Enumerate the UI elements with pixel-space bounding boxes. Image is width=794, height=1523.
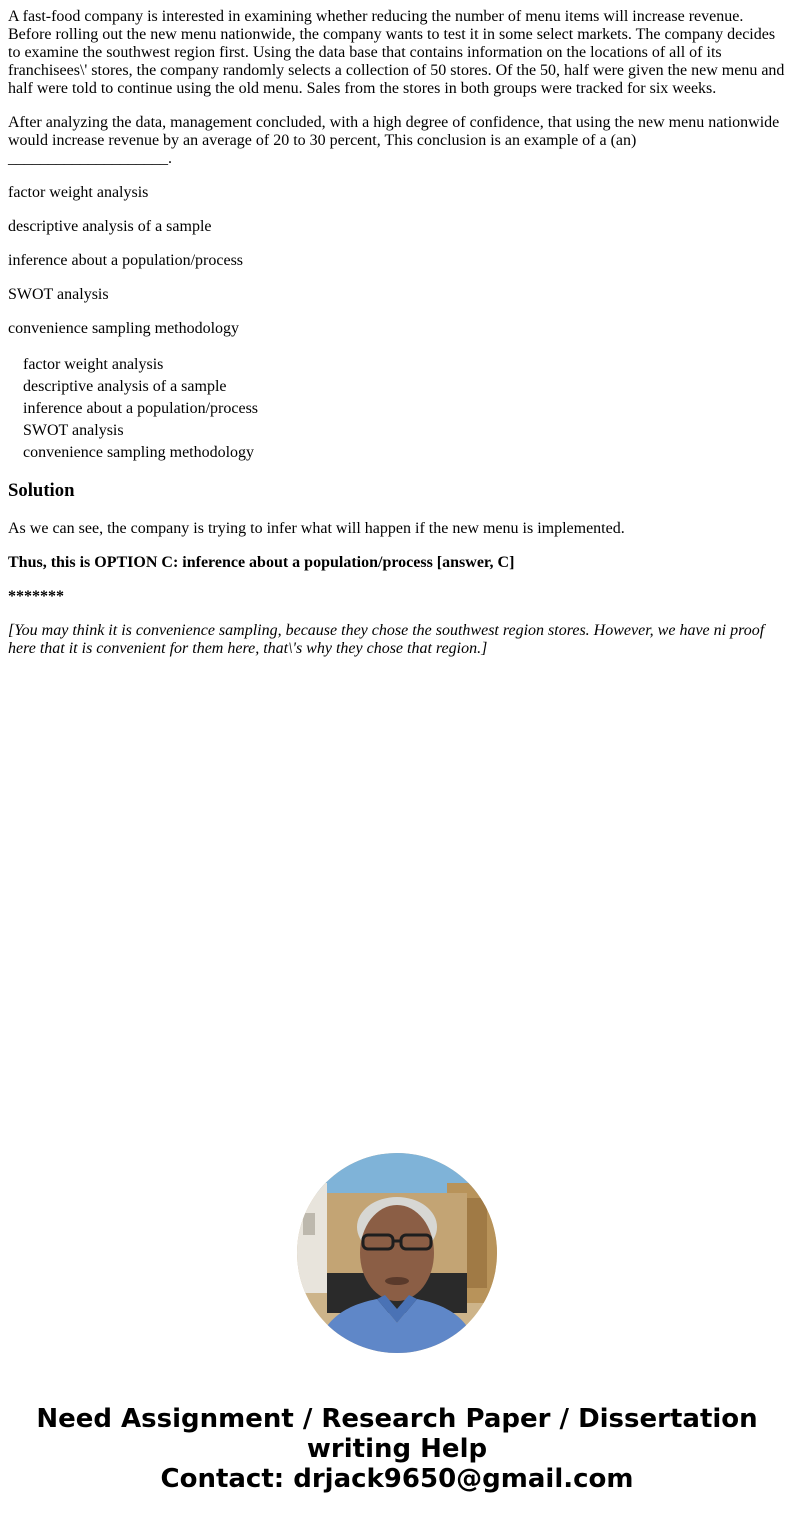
solution-note: [You may think it is convenience sampling, because they chose the southwest region stores. However, we have ni proof here that it is convenient for them here, that\'s why they chose that region.] (8, 622, 765, 657)
avatar-portrait-image (297, 1153, 497, 1353)
option-text-a: factor weight analysis (8, 184, 149, 201)
solution-separator: ******* (8, 588, 64, 605)
solution-answer: Thus, this is OPTION C: inference about a population/process [answer, C] (8, 554, 515, 571)
avatar (297, 1153, 497, 1353)
question-paragraph-prompt: After analyzing the data, management concluded, with a high degree of confidence, that using the new menu nationwide would increase revenue by an average of 20 to 30 percent, This conclusion is an example of a (an) ____________________. (8, 114, 780, 167)
question-document (8, 8, 788, 674)
option-text-block (8, 184, 788, 338)
promo-contact: Contact: drjack9650@gmail.com (160, 1464, 634, 1494)
question-paragraph-intro: A fast-food company is interested in examining whether reducing the number of menu items will increase revenue. Before rolling out the new menu nationwide, the company wants to test it in some select markets. The company decides to examine the southwest region first. Using the data base that contains information on the locations of all of its franchisees\' stores, the company randomly selects a collection of 50 stores. Of the 50, half were given the new menu and half were told to continue using the old menu. Sales from the stores in both groups were tracked for six weeks. (8, 8, 785, 97)
option-text-e: convenience sampling methodology (8, 320, 240, 337)
option-item-a: factor weight analysis (23, 356, 164, 373)
option-item-c: inference about a population/process (23, 400, 259, 417)
promo-banner (0, 1404, 794, 1494)
option-text-c: inference about a population/process (8, 252, 244, 269)
solution-heading: Solution (8, 480, 75, 501)
option-item-d: SWOT analysis (23, 422, 124, 439)
option-text-d: SWOT analysis (8, 286, 109, 303)
promo-line-1: Need Assignment / Research Paper / Dissertation (36, 1404, 758, 1434)
promo-line-2: writing Help (306, 1434, 488, 1464)
option-item-b: descriptive analysis of a sample (23, 378, 227, 395)
option-text-b: descriptive analysis of a sample (8, 218, 212, 235)
option-list (8, 354, 788, 464)
solution-explanation: As we can see, the company is trying to infer what will happen if the new menu is implemented. (8, 520, 625, 537)
option-item-e: convenience sampling methodology (23, 444, 255, 461)
